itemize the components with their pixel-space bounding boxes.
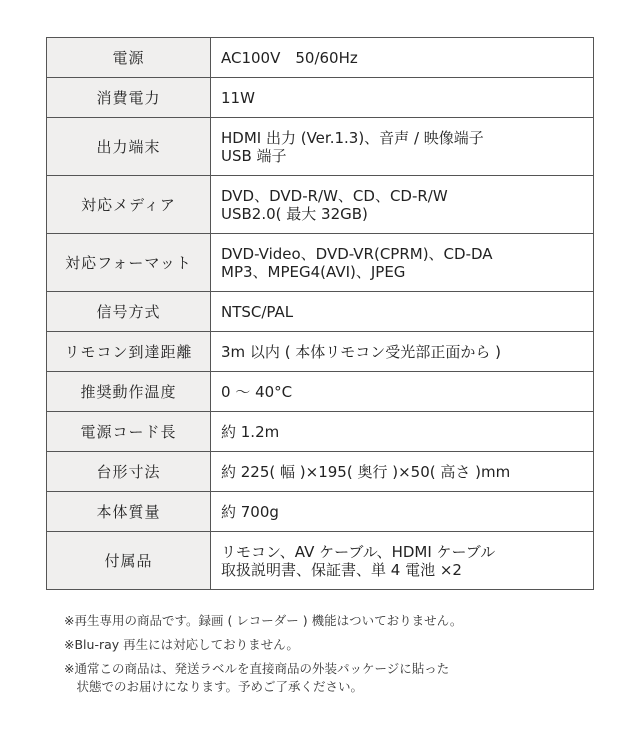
spec-value-cell bbox=[211, 292, 594, 332]
note-text: ※通常この商品は、発送ラベルを直接商品の外装パッケージに貼った 状態でのお届けになります。予めご了承ください。 bbox=[64, 661, 450, 694]
spec-row bbox=[47, 332, 594, 372]
spec-value-line: HDMI 出力 (Ver.1.3)、音声 / 映像端子 bbox=[221, 128, 484, 147]
spec-label: 付属品 bbox=[47, 532, 211, 590]
spec-row bbox=[47, 38, 594, 78]
note-text: ※再生専用の商品です。録画 ( レコーダー ) 機能はついておりません。 bbox=[64, 613, 463, 628]
spec-row bbox=[47, 532, 594, 590]
spec-value-line: 約 700g bbox=[221, 502, 279, 521]
spec-value-line: 11W bbox=[221, 88, 255, 107]
spec-value-cell bbox=[211, 412, 594, 452]
spec-value-cell bbox=[211, 38, 594, 78]
spec-row bbox=[47, 78, 594, 118]
spec-label: 台形寸法 bbox=[47, 452, 211, 492]
spec-row bbox=[47, 176, 594, 234]
spec-value-line: 約 225( 幅 )×195( 奥行 )×50( 高さ )mm bbox=[221, 462, 511, 481]
spec-value-line: AC100V 50/60Hz bbox=[221, 48, 358, 67]
spec-label: 消費電力 bbox=[47, 78, 211, 118]
spec-value-line: DVD-Video、DVD-VR(CPRM)、CD-DA bbox=[221, 244, 493, 263]
spec-value-cell bbox=[211, 78, 594, 118]
spec-label: 対応フォーマット bbox=[47, 234, 211, 292]
spec-value-cell bbox=[211, 372, 594, 412]
spec-row bbox=[47, 492, 594, 532]
spec-value-cell bbox=[211, 176, 594, 234]
spec-value-cell bbox=[211, 532, 594, 590]
spec-label: 出力端末 bbox=[47, 118, 211, 176]
spec-value-line: USB2.0( 最大 32GB) bbox=[221, 204, 368, 223]
spec-value-cell bbox=[211, 234, 594, 292]
spec-label: 本体質量 bbox=[47, 492, 211, 532]
spec-label: 信号方式 bbox=[47, 292, 211, 332]
spec-row bbox=[47, 372, 594, 412]
spec-value-line: USB 端子 bbox=[221, 146, 287, 165]
notes-section bbox=[64, 612, 584, 702]
spec-row bbox=[47, 452, 594, 492]
spec-label: 推奨動作温度 bbox=[47, 372, 211, 412]
spec-table bbox=[46, 37, 594, 590]
spec-value-line: MP3、MPEG4(AVI)、JPEG bbox=[221, 262, 406, 281]
note-text: ※Blu-ray 再生には対応しておりません。 bbox=[64, 637, 299, 652]
spec-value-line: 約 1.2m bbox=[221, 422, 280, 441]
spec-row bbox=[47, 292, 594, 332]
spec-row bbox=[47, 412, 594, 452]
spec-value-line: リモコン、AV ケーブル、HDMI ケーブル bbox=[221, 542, 496, 561]
spec-label: 対応メディア bbox=[47, 176, 211, 234]
spec-row bbox=[47, 234, 594, 292]
spec-label: 電源コード長 bbox=[47, 412, 211, 452]
spec-value-line: 3m 以内 ( 本体リモコン受光部正面から ) bbox=[221, 342, 501, 361]
spec-value-line: 0 〜 40°C bbox=[221, 382, 293, 401]
spec-value-cell bbox=[211, 492, 594, 532]
spec-table-body bbox=[47, 38, 594, 590]
spec-value-line: NTSC/PAL bbox=[221, 302, 294, 321]
spec-label: リモコン到達距離 bbox=[47, 332, 211, 372]
spec-label: 電源 bbox=[47, 38, 211, 78]
spec-row bbox=[47, 118, 594, 176]
spec-value-cell bbox=[211, 452, 594, 492]
spec-value-cell bbox=[211, 118, 594, 176]
spec-value-line: DVD、DVD-R/W、CD、CD-R/W bbox=[221, 186, 448, 205]
spec-value-cell bbox=[211, 332, 594, 372]
spec-value-line: 取扱説明書、保証書、単 4 電池 ×2 bbox=[221, 560, 462, 579]
